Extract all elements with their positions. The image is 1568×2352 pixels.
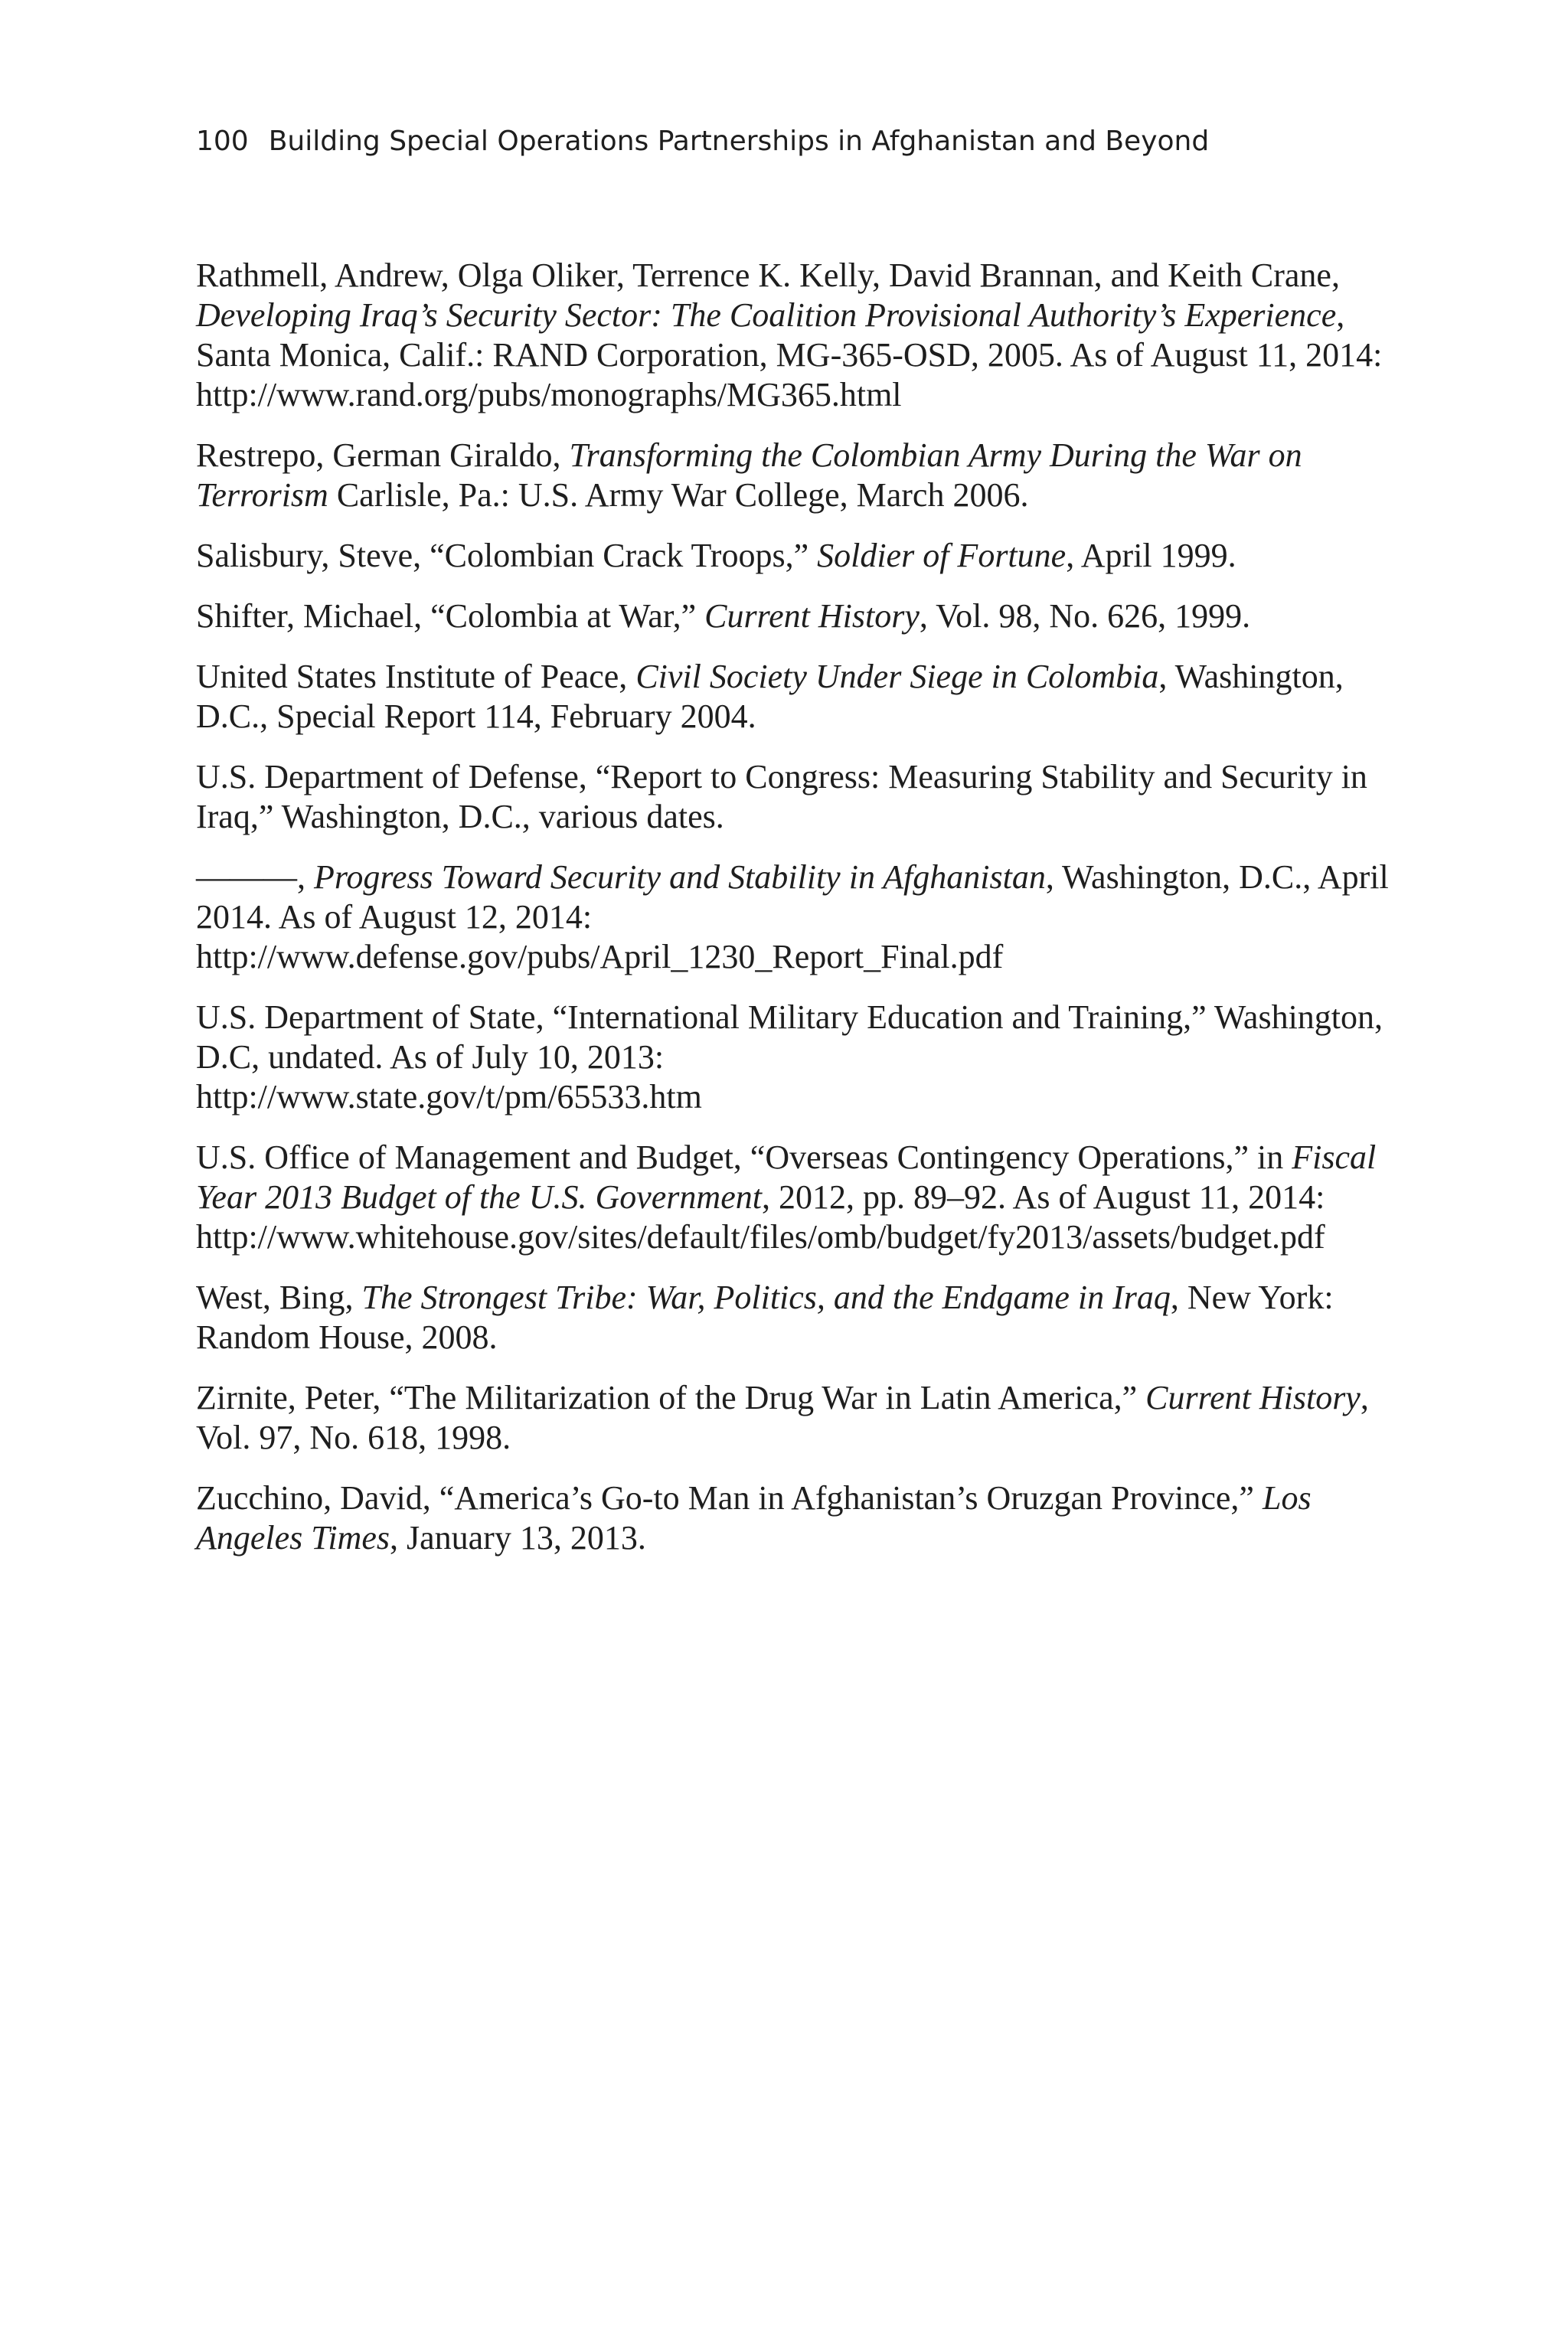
entry-text: Zucchino, David, “America’s Go-to Man in Afghanistan’s Oruzgan Province,” — [196, 1479, 1263, 1517]
entry-text: U.S. Office of Management and Budget, “Overseas Contingency Operations,” in — [196, 1138, 1292, 1176]
entry-italic-title: Los Angeles Times — [196, 1479, 1312, 1557]
entry-italic-title: Civil Society Under Siege in Colombia — [635, 658, 1159, 695]
bibliography-entry — [196, 1478, 1390, 1558]
entry-text: , Vol. 98, No. 626, 1999. — [919, 597, 1251, 635]
entry-url: http://www.whitehouse.gov/sites/default/files/omb/budget/fy2013/assets/budget.pdf — [196, 1218, 1325, 1256]
bibliography-entry — [196, 757, 1390, 837]
entry-text: U.S. Department of State, “International Military Education and Training,” Washington, D.C, undated. As of July 10, 2013: — [196, 998, 1383, 1076]
entry-text: Zirnite, Peter, “The Militarization of the Drug War in Latin America,” — [196, 1379, 1146, 1416]
entry-text: Restrepo, German Giraldo, — [196, 436, 570, 474]
running-head — [196, 122, 1209, 161]
entry-text: , April 1999. — [1066, 537, 1236, 574]
entry-text: , January 13, 2013. — [389, 1519, 646, 1557]
entry-italic-title: Soldier of Fortune — [817, 537, 1067, 574]
entry-text: Salisbury, Steve, “Colombian Crack Troops,” — [196, 537, 818, 574]
entry-text: Carlisle, Pa.: U.S. Army War College, March 2006. — [328, 476, 1029, 514]
bibliography-entry — [196, 998, 1390, 1117]
entry-url: http://www.defense.gov/pubs/April_1230_Report_Final.pdf — [196, 938, 1004, 975]
entry-url: http://www.rand.org/pubs/monographs/MG365.html — [196, 376, 902, 413]
entry-text: United States Institute of Peace, — [196, 658, 636, 695]
entry-text: Shifter, Michael, “Colombia at War,” — [196, 597, 705, 635]
entry-text: Rathmell, Andrew, Olga Oliker, Terrence K. Kelly, David Brannan, and Keith Crane, — [196, 256, 1340, 294]
entry-text: ———, — [196, 858, 314, 896]
running-title: Building Special Operations Partnerships in Afghanistan and Beyond — [268, 126, 1210, 157]
entry-italic-title: The Strongest Tribe: War, Politics, and the Endgame in Iraq — [361, 1279, 1171, 1316]
entry-italic-title: Developing Iraq’s Security Sector: The Coalition Provisional Authority’s Experience — [196, 296, 1337, 334]
entry-text: , Washington, D.C., Special Report 114, February 2004. — [196, 658, 1344, 735]
entry-italic-title: Progress Toward Security and Stability in Afghanistan — [314, 858, 1046, 896]
bibliography-entry — [196, 256, 1390, 415]
bibliography-entry — [196, 657, 1390, 737]
bibliography-entry — [196, 436, 1390, 515]
entry-text: , New York: Random House, 2008. — [196, 1279, 1334, 1356]
bibliography-entry — [196, 1138, 1390, 1257]
entry-url: http://www.state.gov/t/pm/65533.htm — [196, 1078, 702, 1116]
bibliography-entry — [196, 536, 1390, 576]
entry-text: , Washington, D.C., April 2014. As of August 12, 2014: — [196, 858, 1389, 936]
entry-text: West, Bing, — [196, 1279, 362, 1316]
bibliography-entry — [196, 858, 1390, 977]
entry-text: , 2012, pp. 89–92. As of August 11, 2014: — [761, 1178, 1325, 1216]
entry-italic-title: Transforming the Colombian Army During the War on Terrorism — [196, 436, 1302, 514]
page-number: 100 — [196, 126, 249, 157]
entry-italic-title: Fiscal Year 2013 Budget of the U.S. Government — [196, 1138, 1377, 1216]
entry-italic-title: Current History — [1145, 1379, 1361, 1416]
entry-text: , Vol. 97, No. 618, 1998. — [196, 1379, 1369, 1456]
bibliography-entry — [196, 1378, 1390, 1458]
entry-italic-title: Current History — [704, 597, 920, 635]
bibliography-list — [196, 256, 1390, 1579]
bibliography-entry — [196, 1278, 1390, 1357]
entry-text: , Santa Monica, Calif.: RAND Corporation, MG-365-OSD, 2005. As of August 11, 2014: — [196, 296, 1383, 374]
bibliography-entry — [196, 596, 1390, 636]
entry-text: U.S. Department of Defense, “Report to Congress: Measuring Stability and Security in Iraq,” Washington, D.C., various dates. — [196, 758, 1367, 835]
